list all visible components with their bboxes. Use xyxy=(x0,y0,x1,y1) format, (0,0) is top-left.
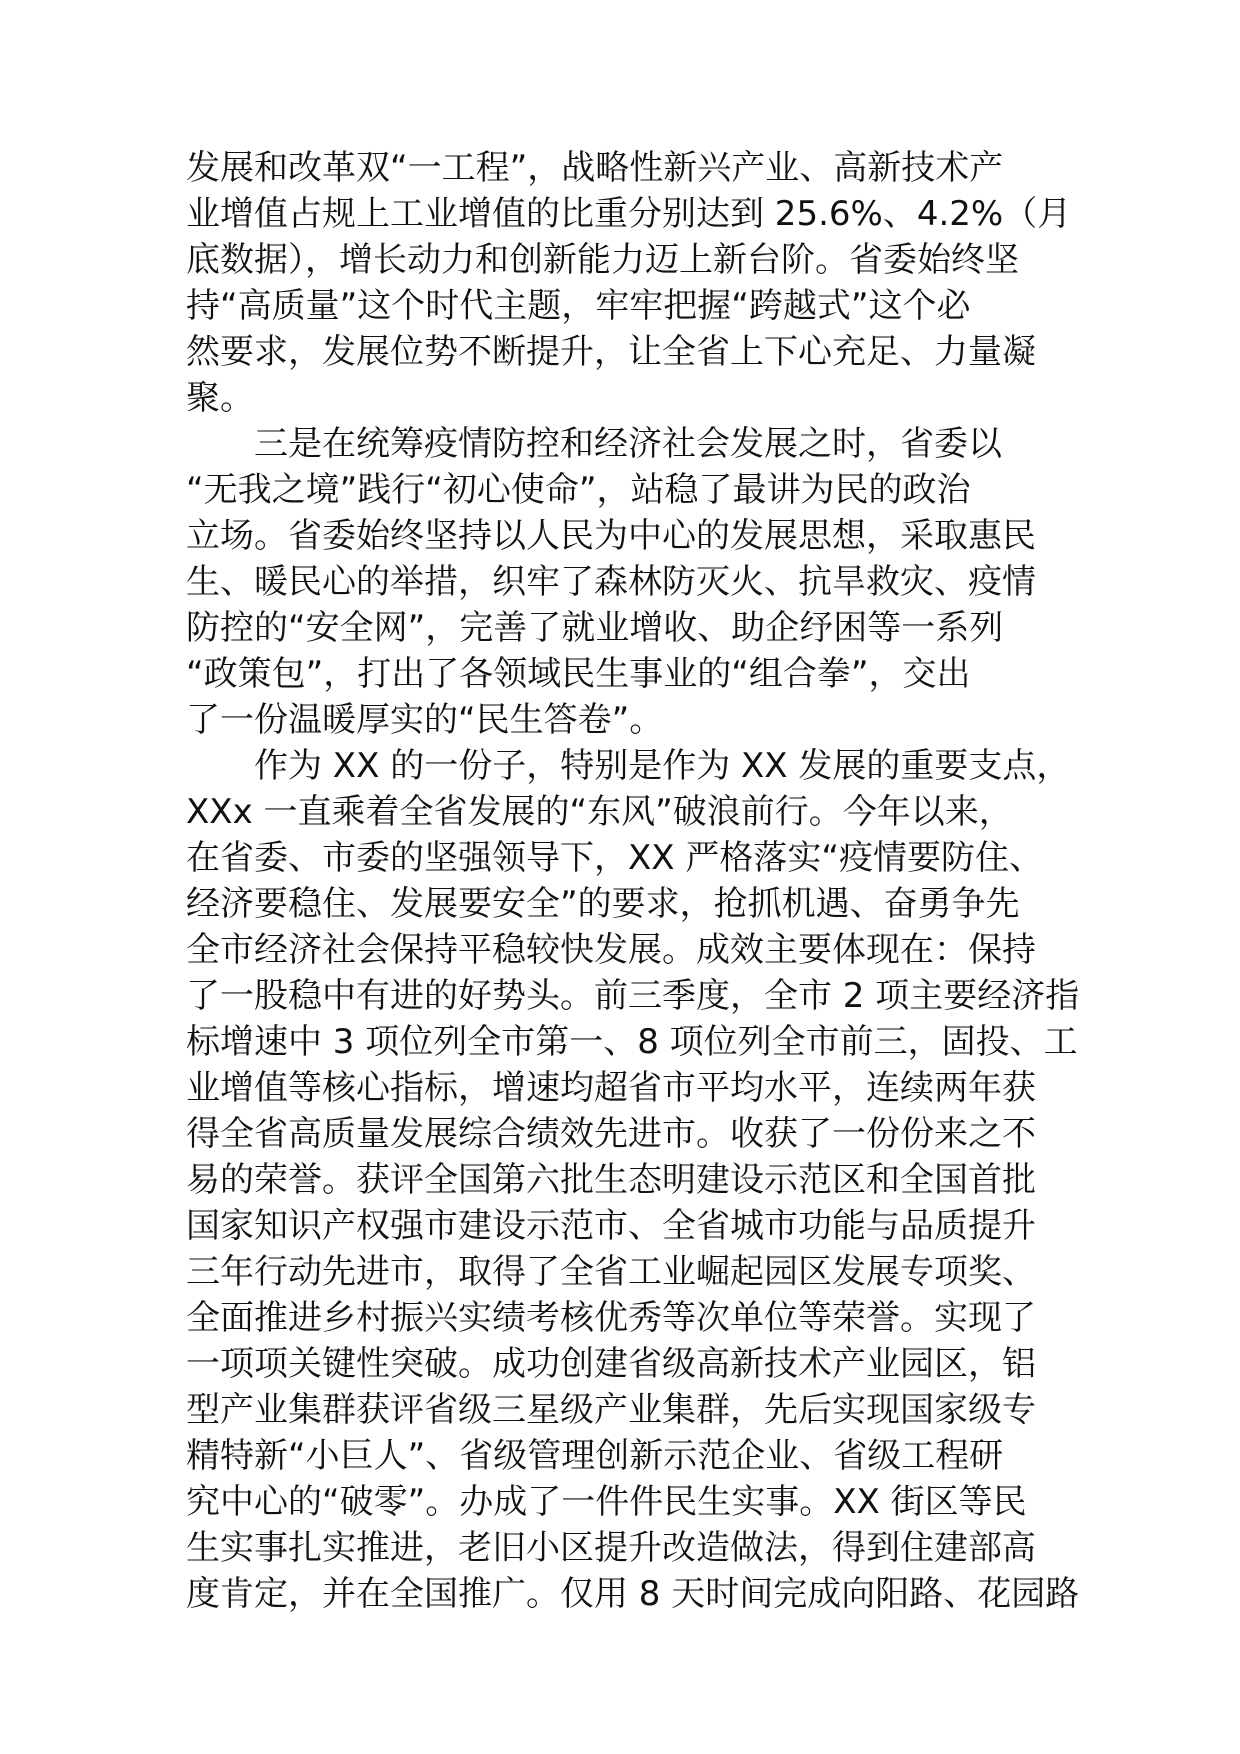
text-line: 标增速中 3 项位列全市第一、8 项位列全市前三，固投、工 xyxy=(186,1022,1078,1062)
text-line: 究中心的“破零”。办成了一件件民生实事。XX 街区等民 xyxy=(186,1482,1027,1522)
text-line: 了一股稳中有进的好势头。前三季度，全市 2 项主要经济指 xyxy=(186,976,1080,1016)
text-line: 全市经济社会保持平稳较快发展。成效主要体现在：保持 xyxy=(186,930,1036,970)
text-line: 持“高质量”这个时代主题，牢牢把握“跨越式”这个必 xyxy=(186,286,971,326)
paragraph-first-line: 作为 XX 的一份子，特别是作为 XX 发展的重要支点， xyxy=(254,746,1071,786)
text-line: 发展和改革双“一工程”，战略性新兴产业、高新技术产 xyxy=(186,148,1004,188)
text-line: 生实事扎实推进，老旧小区提升改造做法，得到住建部高 xyxy=(186,1528,1036,1568)
text-line: 聚。 xyxy=(186,378,254,418)
text-line: 全面推进乡村振兴实绩考核优秀等次单位等荣誉。实现了 xyxy=(186,1298,1036,1338)
text-line: 业增值占规上工业增值的比重分别达到 25.6%、4.2%（月 xyxy=(186,194,1072,234)
text-line: 易的荣誉。获评全国第六批生态明建设示范区和全国首批 xyxy=(186,1160,1036,1200)
text-line: 精特新“小巨人”、省级管理创新示范企业、省级工程研 xyxy=(186,1436,1004,1476)
text-line: 生、暖民心的举措，织牢了森林防灭火、抗旱救灾、疫情 xyxy=(186,562,1036,602)
body-text xyxy=(186,145,1080,1617)
text-line: “政策包”，打出了各领域民生事业的“组合拳”，交出 xyxy=(186,654,971,694)
text-line: 度肯定，并在全国推广。仅用 8 天时间完成向阳路、花园路 xyxy=(186,1574,1080,1614)
text-line: 经济要稳住、发展要安全”的要求，抢抓机遇、奋勇争先 xyxy=(186,884,1020,924)
text-line: XXx 一直乘着全省发展的“东风”破浪前行。今年以来， xyxy=(186,792,1013,832)
text-line: 三年行动先进市，取得了全省工业崛起园区发展专项奖、 xyxy=(186,1252,1036,1292)
text-line: 底数据），增长动力和创新能力迈上新台阶。省委始终坚 xyxy=(186,240,1019,280)
text-line: 国家知识产权强市建设示范市、全省城市功能与品质提升 xyxy=(186,1206,1036,1246)
text-line: 型产业集群获评省级三星级产业集群，先后实现国家级专 xyxy=(186,1390,1036,1430)
paragraph-first-line: 三是在统筹疫情防控和经济社会发展之时，省委以 xyxy=(254,424,1002,464)
text-line: 得全省高质量发展综合绩效先进市。收获了一份份来之不 xyxy=(186,1114,1036,1154)
text-line: 在省委、市委的坚强领导下，XX 严格落实“疫情要防住、 xyxy=(186,838,1044,878)
text-line: 业增值等核心指标，增速均超省市平均水平，连续两年获 xyxy=(186,1068,1036,1108)
text-line: 一项项关键性突破。成功创建省级高新技术产业园区，铝 xyxy=(186,1344,1036,1384)
text-line: 防控的“安全网”，完善了就业增收、助企纾困等一系列 xyxy=(186,608,1004,648)
text-line: 了一份温暖厚实的“民生答卷”。 xyxy=(186,700,664,740)
text-line: 立场。省委始终坚持以人民为中心的发展思想，采取惠民 xyxy=(186,516,1036,556)
text-line: “无我之境”践行“初心使命”，站稳了最讲为民的政治 xyxy=(186,470,971,510)
text-line: 然要求，发展位势不断提升，让全省上下心充足、力量凝 xyxy=(186,332,1036,372)
